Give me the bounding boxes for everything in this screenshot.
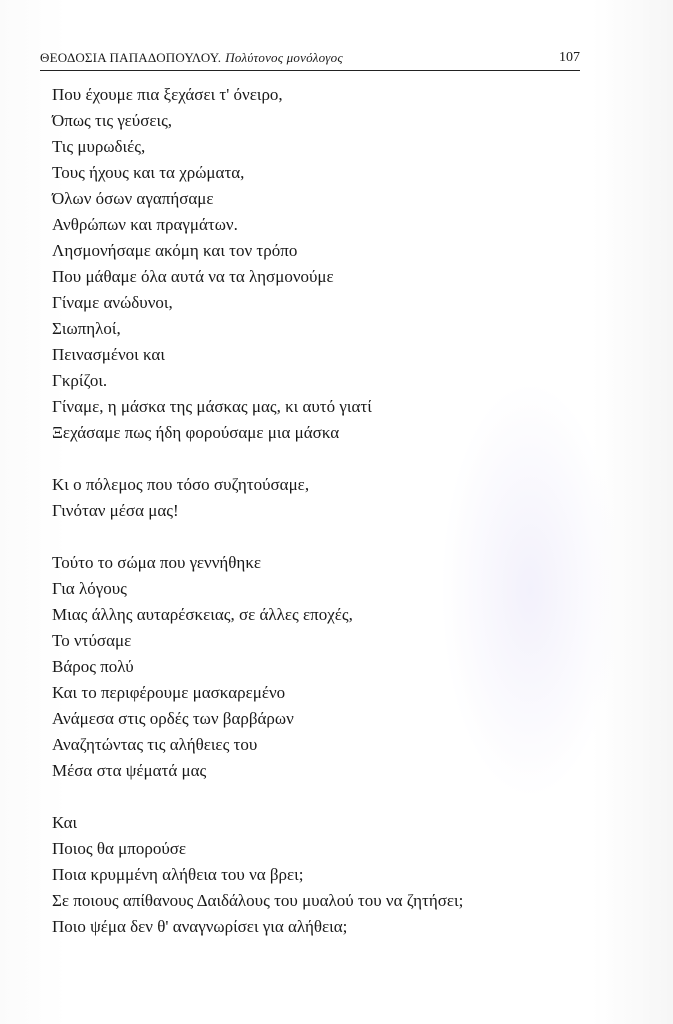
poem-line: Τις μυρωδιές, <box>52 137 146 156</box>
poem-line: Πεινασμένοι και <box>52 345 165 364</box>
poem-line: Μιας άλλης αυταρέσκειας, σε άλλες εποχές, <box>52 605 353 624</box>
poem-line: Για λόγους <box>52 579 127 598</box>
poem-line: Κι ο πόλεμος που τόσο συζητούσαμε, <box>52 475 310 494</box>
poem-line: Γίναμε, η μάσκα της μάσκας μας, κι αυτό γιατί <box>52 397 372 416</box>
running-head-text <box>40 50 343 66</box>
poem-line: Τους ήχους και τα χρώματα, <box>52 163 245 182</box>
poem-line: Βάρος πολύ <box>52 657 134 676</box>
poem-line: Ποιο ψέμα δεν θ' αναγνωρίσει για αλήθεια; <box>52 917 348 936</box>
page-number: 107 <box>559 50 580 65</box>
poem-line: Ποια κρυμμένη αλήθεια του να βρει; <box>52 865 304 884</box>
stanza-4 <box>52 810 612 940</box>
poem-line: Που έχουμε πια ξεχάσει τ' όνειρο, <box>52 85 283 104</box>
stanza-2 <box>52 472 612 524</box>
poem-line: Γίναμε ανώδυνοι, <box>52 293 173 312</box>
poem-line: Όλων όσων αγαπήσαμε <box>52 189 214 208</box>
poem-line: Το ντύσαμε <box>52 631 132 650</box>
poem-line: Και <box>52 813 78 832</box>
poem-line: Ποιος θα μπορούσε <box>52 839 187 858</box>
poem-line: Που μάθαμε όλα αυτά να τα λησμονούμε <box>52 267 334 286</box>
stanza-1 <box>52 82 612 446</box>
poem-line: Σε ποιους απίθανους Δαιδάλους του μυαλού του να ζητήσει; <box>52 891 464 910</box>
poem-body <box>52 82 612 966</box>
stanza-3 <box>52 550 612 784</box>
poem-line: Γινόταν μέσα μας! <box>52 501 179 520</box>
poem-line: Μέσα στα ψέματά μας <box>52 761 207 780</box>
poem-line: Τούτο το σώμα που γεννήθηκε <box>52 553 262 572</box>
poem-line: Γκρίζοι. <box>52 371 108 390</box>
poem-line: Και το περιφέρουμε μασκαρεμένο <box>52 683 286 702</box>
work-title: Πολύτονος μονόλογος <box>225 50 343 65</box>
poem-line: Ανάμεσα στις ορδές των βαρβάρων <box>52 709 294 728</box>
poem-line: Σιωπηλοί, <box>52 319 121 338</box>
poem-line: Όπως τις γεύσεις, <box>52 111 173 130</box>
author-name: ΘΕΟΔΟΣΙΑ ΠΑΠΑΔΟΠΟΥΛΟΥ. <box>40 50 222 65</box>
poem-line: Ανθρώπων και πραγμάτων. <box>52 215 238 234</box>
running-head <box>40 48 580 71</box>
poem-line: Λησμονήσαμε ακόμη και τον τρόπο <box>52 241 298 260</box>
poem-line: Ξεχάσαμε πως ήδη φορούσαμε μια μάσκα <box>52 423 340 442</box>
poem-line: Αναζητώντας τις αλήθειες του <box>52 735 258 754</box>
